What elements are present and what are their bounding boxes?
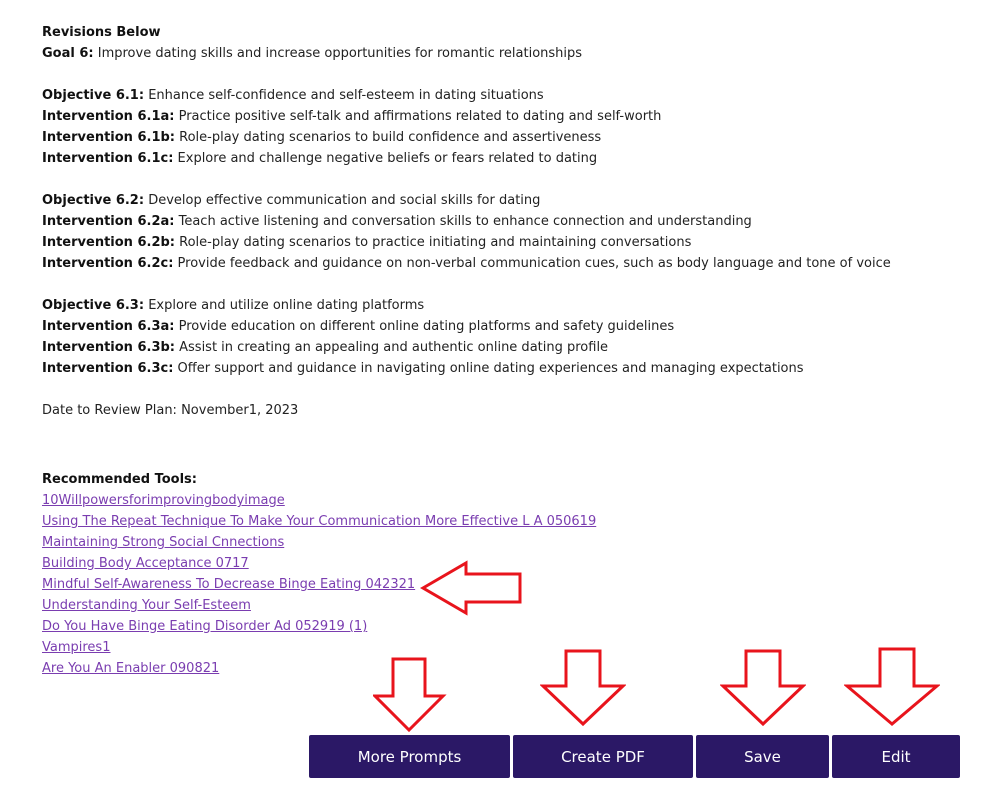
tool-link[interactable]: Maintaining Strong Social Cnnections [42,535,285,550]
tool-link[interactable]: Are You An Enabler 090821 [42,661,220,676]
intervention-line: Intervention 6.1b: Role-play dating scenarios to build confidence and assertiveness [42,130,602,145]
left-arrow-annotation-icon [418,558,524,618]
intervention-line: Intervention 6.3b: Assist in creating an appealing and authentic online dating profile [42,340,609,355]
tool-link[interactable]: Using The Repeat Technique To Make Your Communication More Effective L A 050619 [42,514,597,529]
tool-link[interactable]: Do You Have Binge Eating Disorder Ad 052919 (1) [42,619,368,634]
tool-link[interactable]: Building Body Acceptance 0717 [42,556,249,571]
create-pdf-button[interactable]: Create PDF [513,735,693,778]
down-arrow-annotation-icon [373,656,447,734]
goal-line: Goal 6: Improve dating skills and increase opportunities for romantic relationships [42,46,583,61]
intervention-line: Intervention 6.3a: Provide education on different online dating platforms and safety guidelines [42,319,675,334]
intervention-line: Intervention 6.2b: Role-play dating scenarios to practice initiating and maintaining conversations [42,235,692,250]
intervention-line: Intervention 6.2a: Teach active listening and conversation skills to enhance connection and understanding [42,214,752,229]
intervention-line: Intervention 6.2c: Provide feedback and guidance on non-verbal communication cues, such as body language and tone of voice [42,256,891,271]
intervention-line: Intervention 6.3c: Offer support and guidance in navigating online dating experiences and managing expectations [42,361,804,376]
objective-line: Objective 6.2: Develop effective communication and social skills for dating [42,193,541,208]
revisions-heading: Revisions Below [42,25,161,40]
intervention-line: Intervention 6.1c: Explore and challenge negative beliefs or fears related to dating [42,151,598,166]
save-button[interactable]: Save [696,735,829,778]
tool-link[interactable]: 10Willpowersforimprovingbodyimage [42,493,285,508]
objective-line: Objective 6.1: Enhance self-confidence and self-esteem in dating situations [42,88,544,103]
more-prompts-button[interactable]: More Prompts [309,735,510,778]
tool-link[interactable]: Mindful Self-Awareness To Decrease Binge Eating 042321 [42,577,416,592]
down-arrow-annotation-icon [844,646,940,728]
down-arrow-annotation-icon [540,648,626,728]
recommended-tools-heading: Recommended Tools: [42,472,197,487]
tool-link[interactable]: Vampires1 [42,640,111,655]
intervention-line: Intervention 6.1a: Practice positive self-talk and affirmations related to dating and self-worth [42,109,662,124]
review-date: Date to Review Plan: November1, 2023 [42,403,299,418]
tool-link[interactable]: Understanding Your Self-Esteem [42,598,251,613]
objective-line: Objective 6.3: Explore and utilize online dating platforms [42,298,425,313]
edit-button[interactable]: Edit [832,735,960,778]
down-arrow-annotation-icon [720,648,806,728]
